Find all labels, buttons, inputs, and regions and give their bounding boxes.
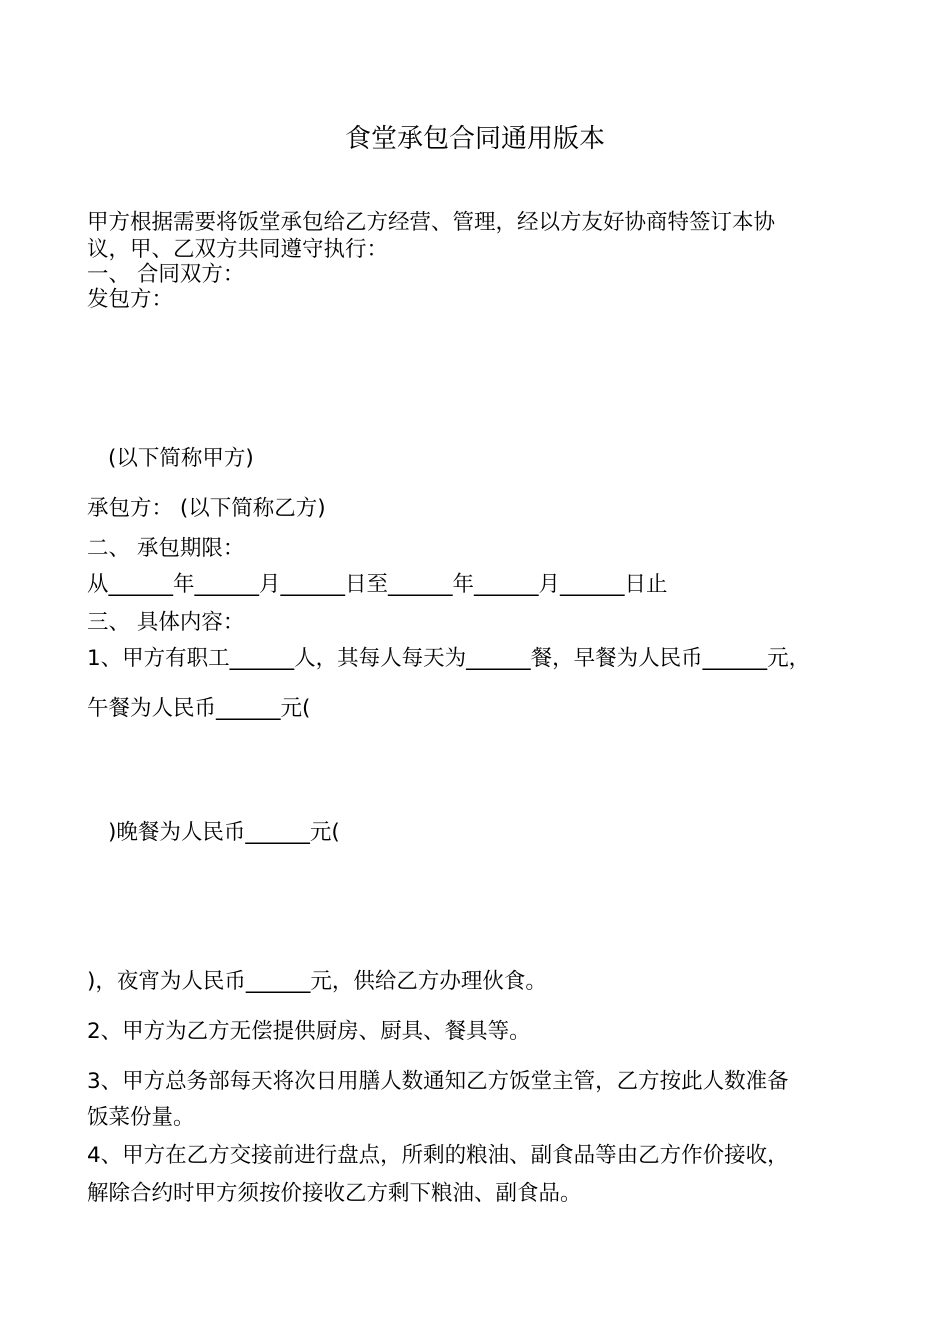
clause-1-line-4: )，夜宵为人民币______元，供给乙方办理伙食。 [87,969,547,994]
party-a-label: 发包方： [87,287,174,312]
section-3-heading: 三、 具体内容： [87,610,245,635]
intro-line-2: 议，甲、乙双方共同遵守执行： [87,237,389,262]
section-2-heading: 二、 承包期限： [87,536,245,561]
party-b-label: 承包方： (以下简称乙方) [87,496,326,521]
clause-3-line-2: 饭菜份量。 [87,1105,195,1130]
section-1-heading: 一、 合同双方： [87,262,245,287]
clause-1-line-2: 午餐为人民币______元( [87,696,311,721]
party-a-abbrev: (以下简称甲方) [108,446,254,471]
clause-4-line-1: 4、甲方在乙方交接前进行盘点，所剩的粮油、副食品等由乙方作价接收， [87,1143,789,1168]
term-line: 从______年______月______日至______年______月______日止 [87,572,668,597]
clause-3-line-1: 3、甲方总务部每天将次日用膳人数通知乙方饭堂主管，乙方按此人数准备 [87,1069,789,1094]
clause-4-line-2: 解除合约时甲方须按价接收乙方剩下粮油、副食品。 [87,1181,582,1206]
clause-1-line-1: 1、甲方有职工______人，其每人每天为______餐，早餐为人民币______元， [87,646,811,671]
intro-line-1: 甲方根据需要将饭堂承包给乙方经营、管理，经以方友好协商特签订本协 [87,210,776,235]
clause-1-line-3: )晚餐为人民币______元( [108,820,340,845]
clause-2: 2、甲方为乙方无偿提供厨房、厨具、餐具等。 [87,1019,531,1044]
document-title: 食堂承包合同通用版本 [344,123,605,153]
